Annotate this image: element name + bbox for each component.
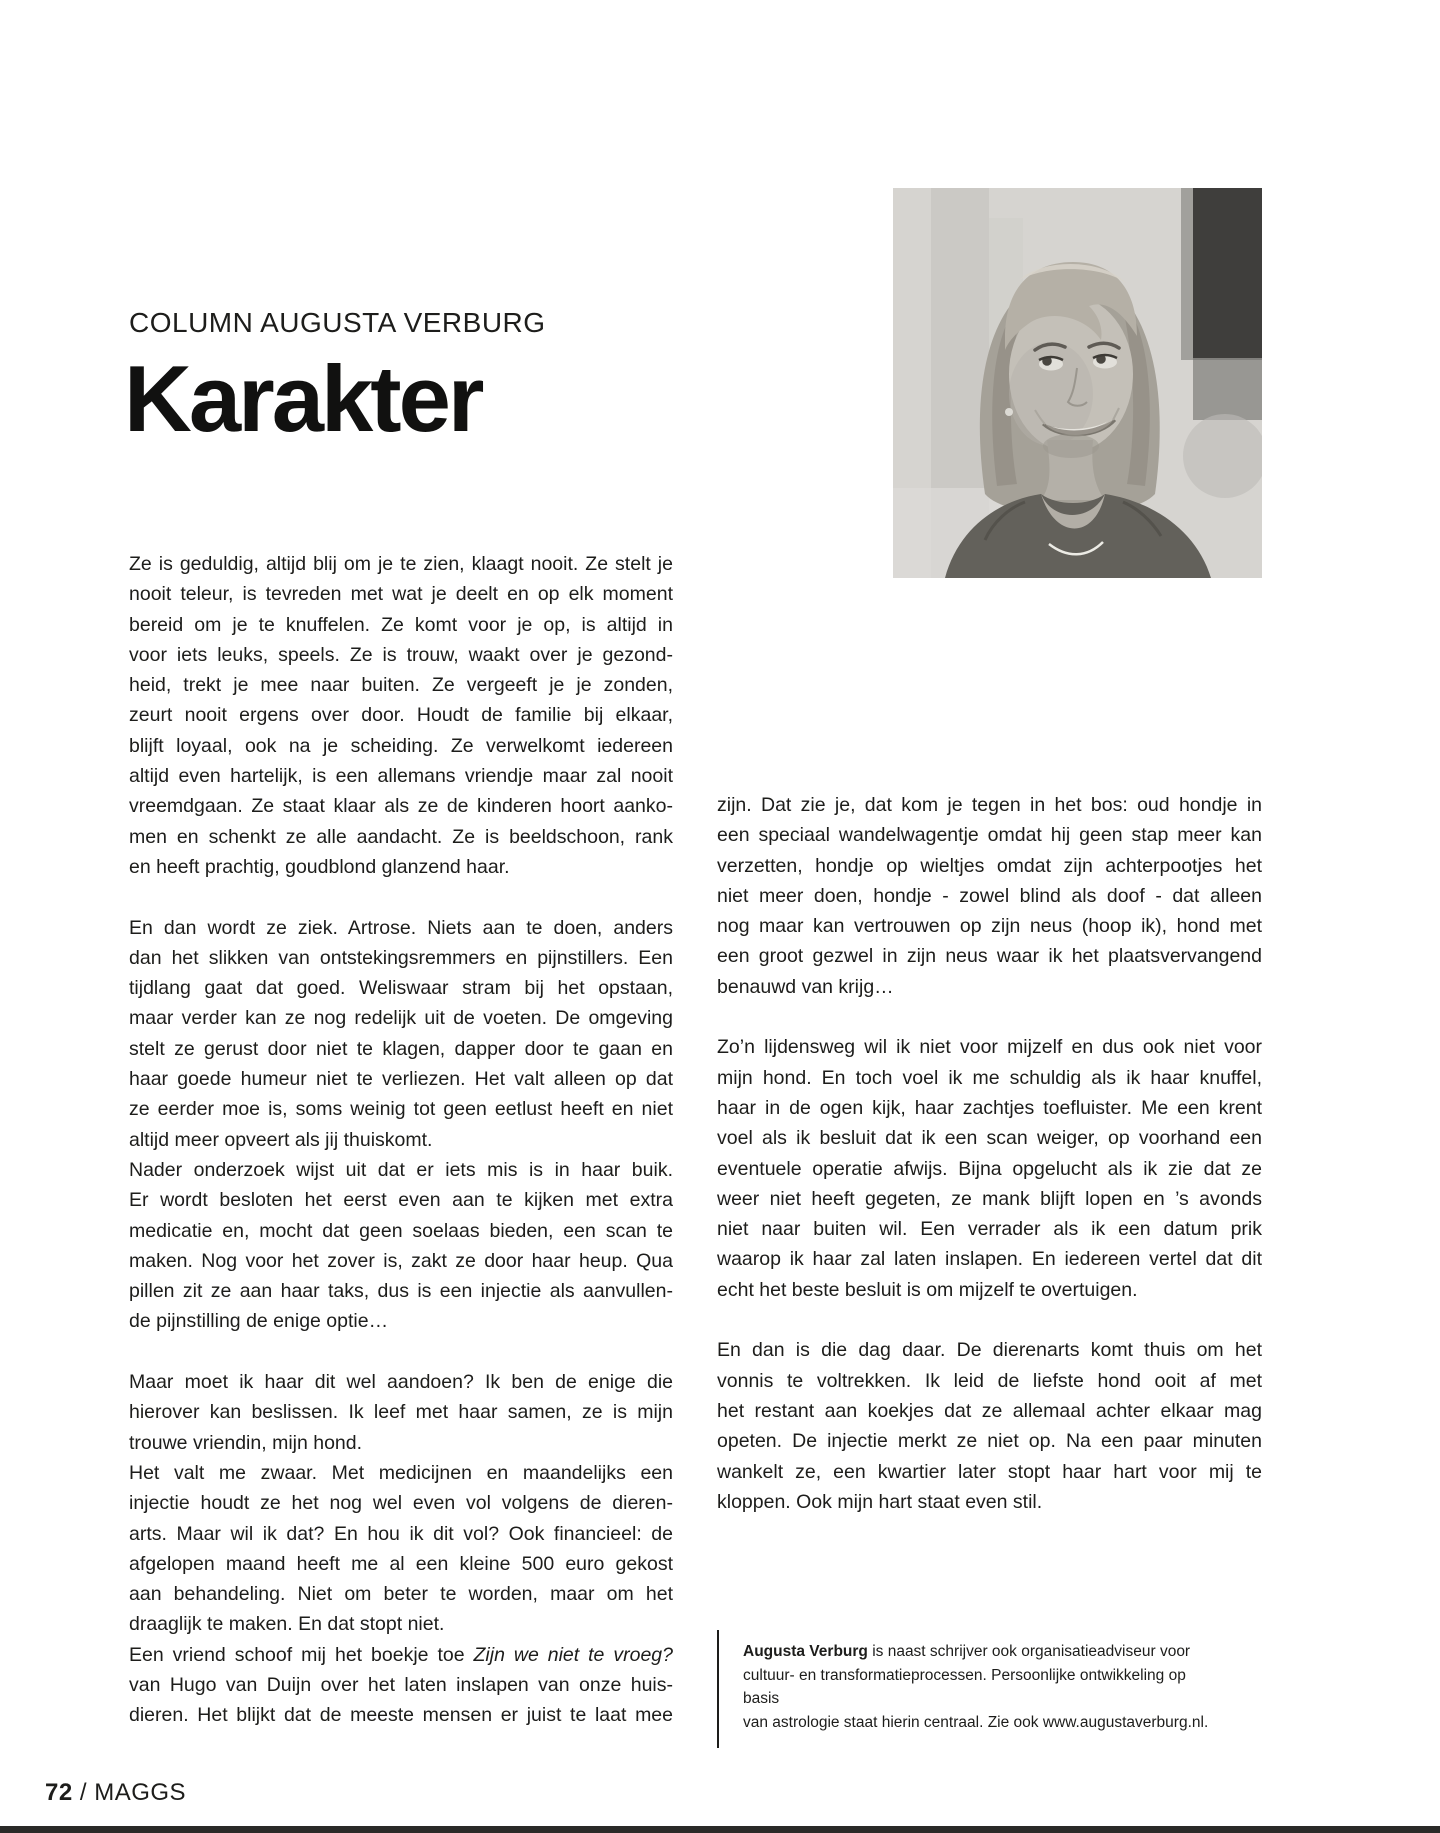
text-line: een speciaal wandelwagentje omdat hij geen stap meer kan	[717, 824, 1262, 847]
text-line: voel als ik besluit dat ik een scan weiger, op voorhand een	[717, 1127, 1262, 1150]
text-line: opeten. De injectie merkt ze niet op. Na een paar minuten	[717, 1430, 1262, 1453]
text-line: hierover kan beslissen. Ik leef met haar samen, ze is mijn	[129, 1401, 673, 1424]
paragraph	[743, 1640, 1224, 1734]
text-line: benauwd van krijg…	[717, 975, 894, 998]
text-line: Augusta Verburg is naast schrijver ook organisatieadviseur voor	[743, 1643, 1191, 1660]
text-line: Ze is geduldig, altijd blij om je te zien, klaagt nooit. Ze stelt je	[129, 553, 673, 575]
paragraph	[129, 549, 673, 882]
text-line: maar verder kan ze nog redelijk uit de voeten. De omgeving	[129, 1007, 673, 1030]
text-line: vreemdgaan. Ze staat klaar als ze de kinderen hoort aanko-	[129, 795, 673, 818]
text-line: verzetten, hondje op wieltjes omdat zijn achterpootjes het	[717, 854, 1262, 877]
text-line: dieren. Het blijkt dat de meeste mensen er juist te laat mee	[129, 1704, 673, 1727]
text-line: Maar moet ik haar dit wel aandoen? Ik ben de enige die	[129, 1371, 673, 1394]
text-line: En dan wordt ze ziek. Artrose. Niets aan te doen, anders	[129, 916, 673, 939]
text-line: haar in de ogen kijk, haar zachtjes toefluister. Me een krent	[717, 1096, 1262, 1119]
paragraph	[717, 790, 1262, 1002]
column-right	[717, 790, 1262, 1517]
text-line: nog maar kan vertrouwen op zijn neus (hoop ik), hond met	[717, 915, 1262, 938]
text-line: weer niet heeft gegeten, ze mank blijft lopen en ’s avonds	[717, 1187, 1262, 1210]
text-line: vonnis te voltrekken. Ik leid de liefste hond ooit af met	[717, 1369, 1262, 1392]
text-line: pillen zit ze aan haar taks, dus is een injectie als aanvullen-	[129, 1280, 673, 1303]
paragraph	[129, 913, 673, 1337]
text-line: Een vriend schoof mij het boekje toe Zijn we niet te vroeg?	[129, 1643, 673, 1666]
text-line: de pijnstilling de enige optie…	[129, 1310, 389, 1333]
text-line: maken. Nog voor het zover is, zakt ze door haar heup. Qua	[129, 1249, 673, 1272]
paragraph	[717, 1032, 1262, 1305]
text-line: Zo’n lijdensweg wil ik niet voor mijzelf en dus ook niet voor	[717, 1036, 1262, 1059]
text-line: medicatie en, mocht dat geen soelaas bieden, een scan te	[129, 1219, 673, 1242]
author-bio	[717, 1630, 1224, 1748]
text-line: stelt ze gerust door niet te klagen, dapper door te gaan en	[129, 1037, 673, 1060]
kicker: COLUMN AUGUSTA VERBURG	[129, 307, 546, 338]
text-line: Nader onderzoek wijst uit dat er iets mis is in haar buik.	[129, 1158, 673, 1181]
text-line: trouwe vriendin, mijn hond.	[129, 1431, 363, 1454]
text-line: heid, trekt je mee naar buiten. Ze vergeeft je je zonden,	[129, 674, 673, 697]
text-line: injectie houdt ze het nog wel even vol volgens de dieren-	[129, 1492, 673, 1515]
text-line: tijdlang gaat dat goed. Weliswaar stram bij het opstaan,	[129, 977, 673, 1000]
column-left	[129, 549, 673, 1731]
text-line: blijft loyaal, ook na je scheiding. Ze verwelkomt iedereen	[129, 734, 673, 757]
text-line: men en schenkt ze alle aandacht. Ze is beeldschoon, rank	[129, 825, 673, 848]
text-line: echt het beste besluit is om mijzelf te overtuigen.	[717, 1278, 1138, 1301]
text-line: altijd meer opveert als jij thuiskomt.	[129, 1128, 433, 1151]
text-line: niet naar buiten wil. Een verrader als ik een datum prik	[717, 1218, 1262, 1241]
text-line: En dan is die dag daar. De dierenarts komt thuis om het	[717, 1339, 1262, 1362]
text-line: zijn. Dat zie je, dat kom je tegen in het bos: oud hondje in	[717, 794, 1262, 816]
bottom-edge-bar	[0, 1826, 1440, 1833]
text-line: Er wordt besloten het eerst even aan te kijken met extra	[129, 1189, 673, 1212]
text-line: niet meer doen, hondje - zowel blind als doof - dat alleen	[717, 884, 1262, 907]
text-line: arts. Maar wil ik dat? En hou ik dit vol? Ook financieel: de	[129, 1522, 673, 1545]
magazine-name: MAGGS	[94, 1779, 187, 1806]
text-line: aan behandeling. Niet om beter te worden, maar om het	[129, 1583, 673, 1606]
text-line: van Hugo van Duijn over het laten inslapen van onze huis-	[129, 1673, 673, 1696]
text-line: wankelt ze, een kwartier later stopt haar hart voor mij te	[717, 1460, 1262, 1483]
text-line: draaglijk te maken. En dat stopt niet.	[129, 1613, 445, 1636]
page-number: 72	[45, 1779, 73, 1806]
text-line: kloppen. Ook mijn hart staat even stil.	[717, 1490, 1043, 1513]
text-line: haar goede humeur niet te verliezen. Het valt alleen op dat	[129, 1068, 673, 1091]
text-line: afgelopen maand heeft me al een kleine 500 euro gekost	[129, 1552, 673, 1575]
text-line: een groot gezwel in zijn neus waar ik het plaatsvervangend	[717, 945, 1262, 968]
paragraph	[717, 1335, 1262, 1517]
text-line: voor iets leuks, speels. Ze is trouw, waakt over je gezond-	[129, 643, 673, 666]
text-line: ze eerder moe is, soms weinig tot geen eetlust heeft en niet	[129, 1098, 673, 1121]
page-footer	[45, 1779, 186, 1807]
text-line: nooit teleur, is tevreden met wat je deelt en op elk moment	[129, 583, 673, 606]
text-line: altijd even hartelijk, is een allemans vriendje maar zal nooit	[129, 765, 673, 788]
author-photo	[893, 188, 1262, 578]
footer-separator: /	[72, 1779, 95, 1806]
page-title: Karakter	[124, 346, 482, 451]
paragraph	[129, 1367, 673, 1731]
portrait-illustration	[893, 188, 1262, 578]
text-line: van astrologie staat hierin centraal. Zie ook www.augustaverburg.nl.	[743, 1713, 1209, 1731]
text-line: het restant aan koekjes dat ze allemaal achter elkaar mag	[717, 1399, 1262, 1422]
text-line: en heeft prachtig, goudblond glanzend haar.	[129, 855, 510, 878]
text-line: dan het slikken van ontstekingsremmers en pijnstillers. Een	[129, 946, 673, 969]
text-line: eventuele operatie afwijs. Bijna opgelucht als ik zie dat ze	[717, 1157, 1262, 1180]
text-line: bereid om je te knuffelen. Ze komt voor je op, is altijd in	[129, 613, 673, 636]
text-line: mijn hond. En toch voel ik me schuldig als ik haar knuffel,	[717, 1066, 1262, 1089]
text-line: Het valt me zwaar. Met medicijnen en maandelijks een	[129, 1461, 673, 1484]
text-line: cultuur- en transformatieprocessen. Persoonlijke ontwikkeling op basis	[743, 1666, 1186, 1707]
text-line: waarop ik haar zal laten inslapen. En iedereen vertel dat dit	[717, 1248, 1262, 1271]
text-line: zeurt nooit ergens over door. Houdt de familie bij elkaar,	[129, 704, 673, 727]
